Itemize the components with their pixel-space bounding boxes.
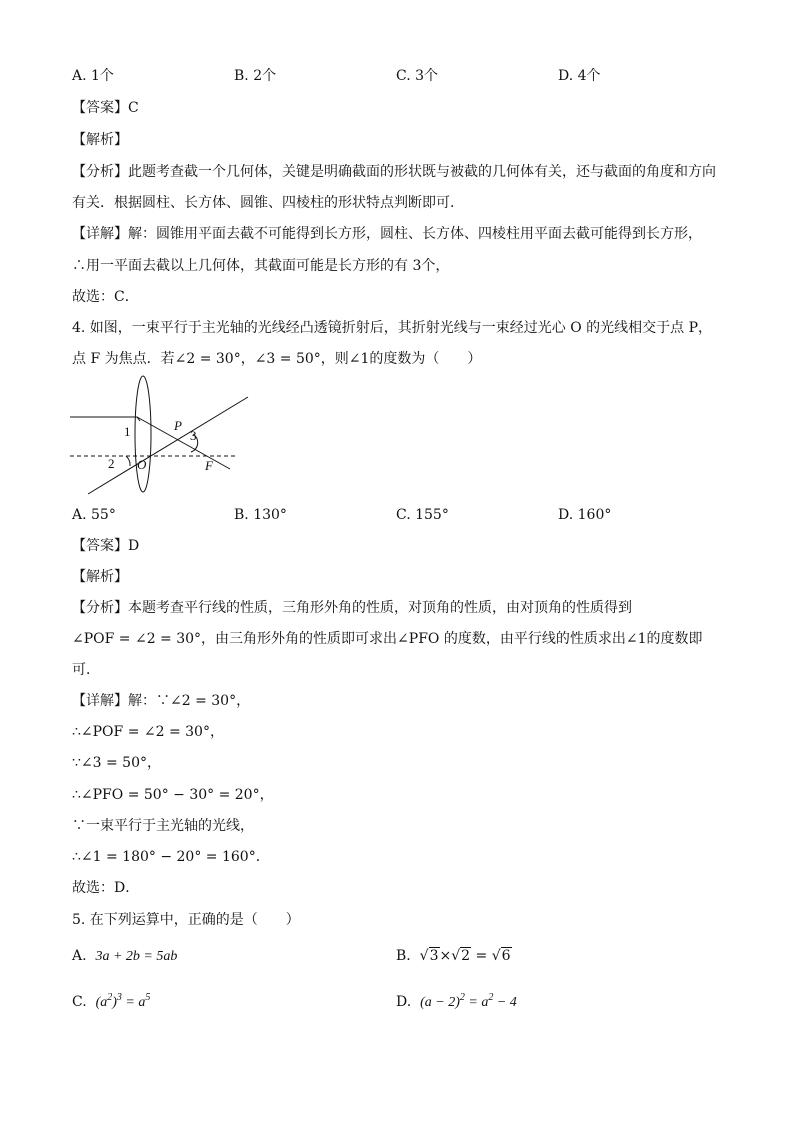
point-p-label: P — [174, 418, 182, 433]
q4-fenxi-line-1: 【分析】本题考查平行线的性质，三角形外角的性质，对顶角的性质，由对顶角的性质得到 — [72, 600, 632, 616]
q4-step-2: ∴∠POF = ∠2 = 30°， — [72, 724, 224, 740]
q5-d-eq: = — [468, 995, 478, 1010]
q4-option-d: D. 160° — [558, 507, 612, 523]
q4-fenxi-line-2: ∠POF = ∠2 = 30°，由三角形外角的性质即可求出∠PFO 的度数，由平行线的性质求出∠1的度数即 — [72, 631, 703, 647]
q3-option-d: D. 4个 — [558, 68, 601, 84]
q3-choose: 故选：C． — [72, 289, 139, 305]
q5-c-base: a — [100, 995, 108, 1010]
center-ray — [88, 397, 248, 494]
q4-fenxi-line-3: 可． — [72, 662, 100, 678]
q5-d-rhs-a: a — [481, 995, 489, 1010]
q5-option-c: C. $(a^2)^3 = a^5$ — [72, 992, 151, 1010]
convex-lens — [135, 376, 151, 492]
q5-option-b: B. √3×√2 = √6 — [396, 948, 511, 964]
q4-step-7: 故选：D． — [72, 880, 140, 896]
angle-3-label: 3 — [190, 428, 197, 443]
q5-d-rhs-exp: 2 — [488, 992, 494, 1003]
q4-lens-figure — [70, 374, 250, 500]
point-o-label: O — [137, 457, 147, 472]
q4-analysis-label: 【解析】 — [72, 569, 128, 585]
q3-xiangjie-line-1: 【详解】解：圆锥用平面去截不可能得到长方形，圆柱、长方体、四棱柱用平面去截可能得到长方形， — [72, 226, 702, 242]
q5-c-inner-exp: 2 — [107, 992, 113, 1003]
q5-b-radicand-2: 2 — [461, 948, 471, 964]
q5-d-rhs-tail: − 4 — [493, 995, 517, 1010]
q5-c-rhs-exp: 5 — [145, 992, 151, 1003]
q5-letter-d: D. — [396, 994, 412, 1010]
q3-option-c: C. 3个 — [396, 68, 439, 84]
q3-answer: 【答案】C — [72, 100, 139, 116]
q4-option-a: A. 55° — [72, 507, 116, 523]
q5-b-radicand-1: 3 — [429, 948, 439, 964]
q4-step-3: ∵∠3 = 50°， — [72, 755, 161, 771]
angle-1-label: 1 — [124, 424, 131, 439]
angle-2-label: 2 — [108, 456, 115, 471]
q4-step-1: 【详解】解：∵∠2 = 30°， — [72, 693, 251, 709]
q4-option-c: C. 155° — [396, 507, 449, 523]
q3-option-b: B. 2个 — [234, 68, 277, 84]
q5-c-outer-exp: 3 — [116, 992, 122, 1003]
q5-d-exp: 2 — [459, 992, 465, 1003]
q4-step-5: ∵一束平行于主光轴的光线， — [72, 818, 254, 834]
q3-analysis-label: 【解析】 — [72, 132, 128, 148]
q3-xiangjie-line-2: ∴用一平面去截以上几何体，其截面可能是长方形的有 3个， — [72, 258, 450, 274]
point-f-label: F — [205, 458, 213, 473]
q5-b-eq: = — [475, 948, 488, 964]
q3-fenxi-line-2: 有关．根据圆柱、长方体、圆锥、四棱柱的形状特点判断即可． — [72, 195, 464, 211]
q3-fenxi-line-1: 【分析】此题考查截一个几何体，关键是明确截面的形状既与被截的几何体有关，还与截面的角度和方向 — [72, 164, 716, 180]
q5-stem: 5. 在下列运算中，正确的是（ ） — [72, 912, 300, 928]
q4-option-b: B. 130° — [234, 507, 287, 523]
q4-step-6: ∴∠1 = 180° − 20° = 160°． — [72, 849, 270, 865]
q5-letter-b: B. — [396, 948, 411, 964]
q5-option-d: D. $(a - 2)^2 = a^2 - 4$ — [396, 992, 517, 1010]
q5-option-a — [72, 946, 177, 967]
q5-b-radicand-3: 6 — [501, 948, 511, 964]
q5-letter-a: A. — [72, 948, 87, 964]
q5-b-times: × — [439, 948, 452, 964]
q4-answer: 【答案】D — [72, 538, 140, 554]
q4-stem-line-2: 点 F 为焦点．若∠2 = 30°，∠3 = 50°，则∠1的度数为（ ） — [72, 351, 482, 367]
q5-letter-c: C. — [72, 994, 87, 1010]
q5-c-eq: = — [125, 995, 135, 1010]
q5-d-base: a − 2 — [424, 995, 456, 1010]
q4-step-4: ∴∠PFO = 50° − 30° = 20°， — [72, 787, 274, 803]
q5-a-expression: 3a + 2b = 5ab — [95, 949, 178, 964]
q5-c-rhs-base: a — [138, 995, 146, 1010]
q3-option-a: A. 1个 — [72, 68, 114, 84]
q4-stem-line-1: 4. 如图，一束平行于主光轴的光线经凸透镜折射后，其折射光线与一束经过光心 O 的光线相交于点 P， — [72, 320, 713, 336]
